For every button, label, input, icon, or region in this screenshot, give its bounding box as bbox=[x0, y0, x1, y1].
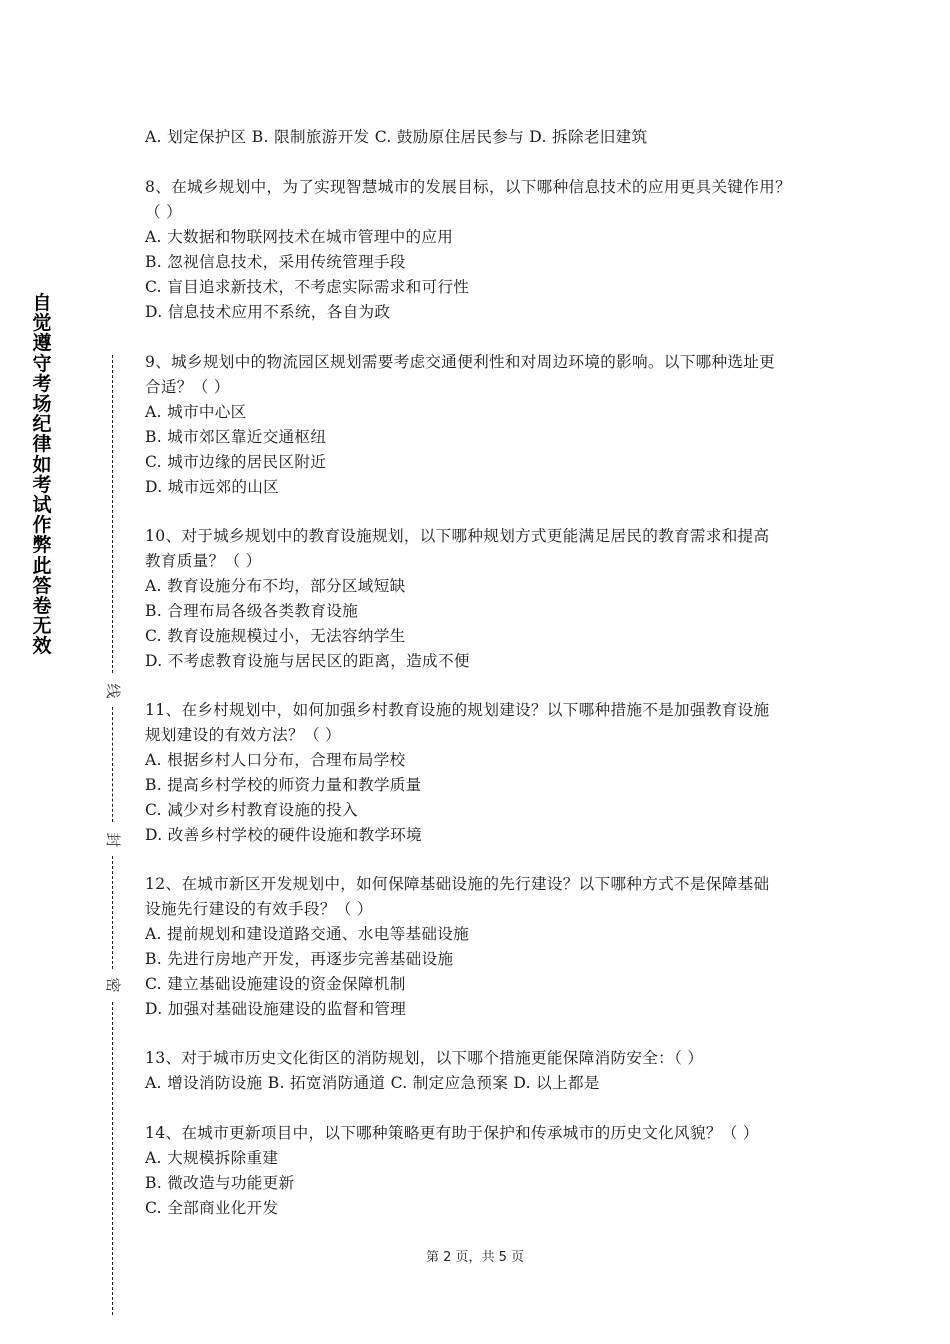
option-b: B. 合理布局各级各类教育设施 bbox=[145, 602, 358, 620]
binding-dashed-line-bottom bbox=[112, 1002, 113, 1315]
question-stem: 规划建设的有效方法？（ ） bbox=[145, 726, 341, 744]
question-stem: 设施先行建设的有效手段？（ ） bbox=[145, 900, 373, 918]
option-a: A. 城市中心区 bbox=[145, 403, 247, 421]
question-stem: 9、城乡规划中的物流园区规划需要考虑交通便利性和对周边环境的影响。以下哪种选址更 bbox=[145, 353, 776, 371]
option-c: C. 建立基础设施建设的资金保障机制 bbox=[145, 975, 406, 993]
option-a: A. 根据乡村人口分布，合理布局学校 bbox=[145, 751, 406, 769]
binding-dashed-line-lower bbox=[112, 856, 113, 969]
option-c: C. 教育设施规模过小，无法容纳学生 bbox=[145, 627, 406, 645]
option-a: A. 提前规划和建设道路交通、水电等基础设施 bbox=[145, 925, 470, 943]
option-b: B. 城市郊区靠近交通枢纽 bbox=[145, 428, 327, 446]
option-c: C. 盲目追求新技术，不考虑实际需求和可行性 bbox=[145, 278, 470, 296]
question-stem: 8、在城乡规划中，为了实现智慧城市的发展目标，以下哪种信息技术的应用更具关键作用？ bbox=[145, 178, 791, 196]
option-c: C. 全部商业化开发 bbox=[145, 1199, 279, 1217]
option-a: A. 大规模拆除重建 bbox=[145, 1149, 279, 1167]
question-stem: 11、在乡村规划中，如何加强乡村教育设施的规划建设？以下哪种措施不是加强教育设施 bbox=[145, 701, 770, 719]
option-b: B. 提高乡村学校的师资力量和教学质量 bbox=[145, 776, 422, 794]
exam-discipline-warning: 自觉遵守考场纪律如考试作弊此答卷无效 bbox=[32, 292, 52, 658]
question-stem: 合适？（ ） bbox=[145, 378, 230, 396]
option-c: C. 城市边缘的居民区附近 bbox=[145, 453, 327, 471]
option-d: D. 加强对基础设施建设的监督和管理 bbox=[145, 1000, 407, 1018]
seal-mark-feng: 封 bbox=[104, 832, 122, 848]
option-b: B. 忽视信息技术，采用传统管理手段 bbox=[145, 253, 406, 271]
option-c: C. 减少对乡村教育设施的投入 bbox=[145, 801, 358, 819]
question-stem: 10、对于城乡规划中的教育设施规划，以下哪种规划方式更能满足居民的教育需求和提高 bbox=[145, 527, 770, 545]
options-inline: A. 增设消防设施 B. 拓宽消防通道 C. 制定应急预案 D. 以上都是 bbox=[145, 1074, 600, 1092]
page-number-footer: 第 2 页，共 5 页 bbox=[425, 1250, 525, 1265]
prev-question-options: A. 划定保护区 B. 限制旅游开发 C. 鼓励原住居民参与 D. 拆除老旧建筑 bbox=[145, 128, 648, 146]
seal-mark-xian: 线 bbox=[104, 683, 122, 699]
option-d: D. 城市远郊的山区 bbox=[145, 478, 280, 496]
question-stem: （ ） bbox=[145, 203, 183, 221]
seal-mark-mi: 密 bbox=[104, 977, 122, 993]
option-b: B. 微改造与功能更新 bbox=[145, 1174, 295, 1192]
option-b: B. 先进行房地产开发，再逐步完善基础设施 bbox=[145, 950, 454, 968]
option-a: A. 教育设施分布不均，部分区域短缺 bbox=[145, 577, 406, 595]
option-d: D. 信息技术应用不系统，各自为政 bbox=[145, 303, 391, 321]
question-stem: 14、在城市更新项目中，以下哪种策略更有助于保护和传承城市的历史文化风貌？（ ） bbox=[145, 1124, 759, 1142]
binding-dashed-line-top bbox=[112, 355, 113, 673]
question-stem: 13、对于城市历史文化街区的消防规划，以下哪个措施更能保障消防安全：（ ） bbox=[145, 1049, 704, 1067]
binding-dashed-line-mid bbox=[112, 707, 113, 822]
question-stem: 12、在城市新区开发规划中，如何保障基础设施的先行建设？以下哪种方式不是保障基础 bbox=[145, 875, 770, 893]
option-a: A. 大数据和物联网技术在城市管理中的应用 bbox=[145, 228, 454, 246]
option-d: D. 不考虑教育设施与居民区的距离，造成不便 bbox=[145, 652, 470, 670]
question-stem: 教育质量？（ ） bbox=[145, 552, 262, 570]
option-d: D. 改善乡村学校的硬件设施和教学环境 bbox=[145, 826, 423, 844]
